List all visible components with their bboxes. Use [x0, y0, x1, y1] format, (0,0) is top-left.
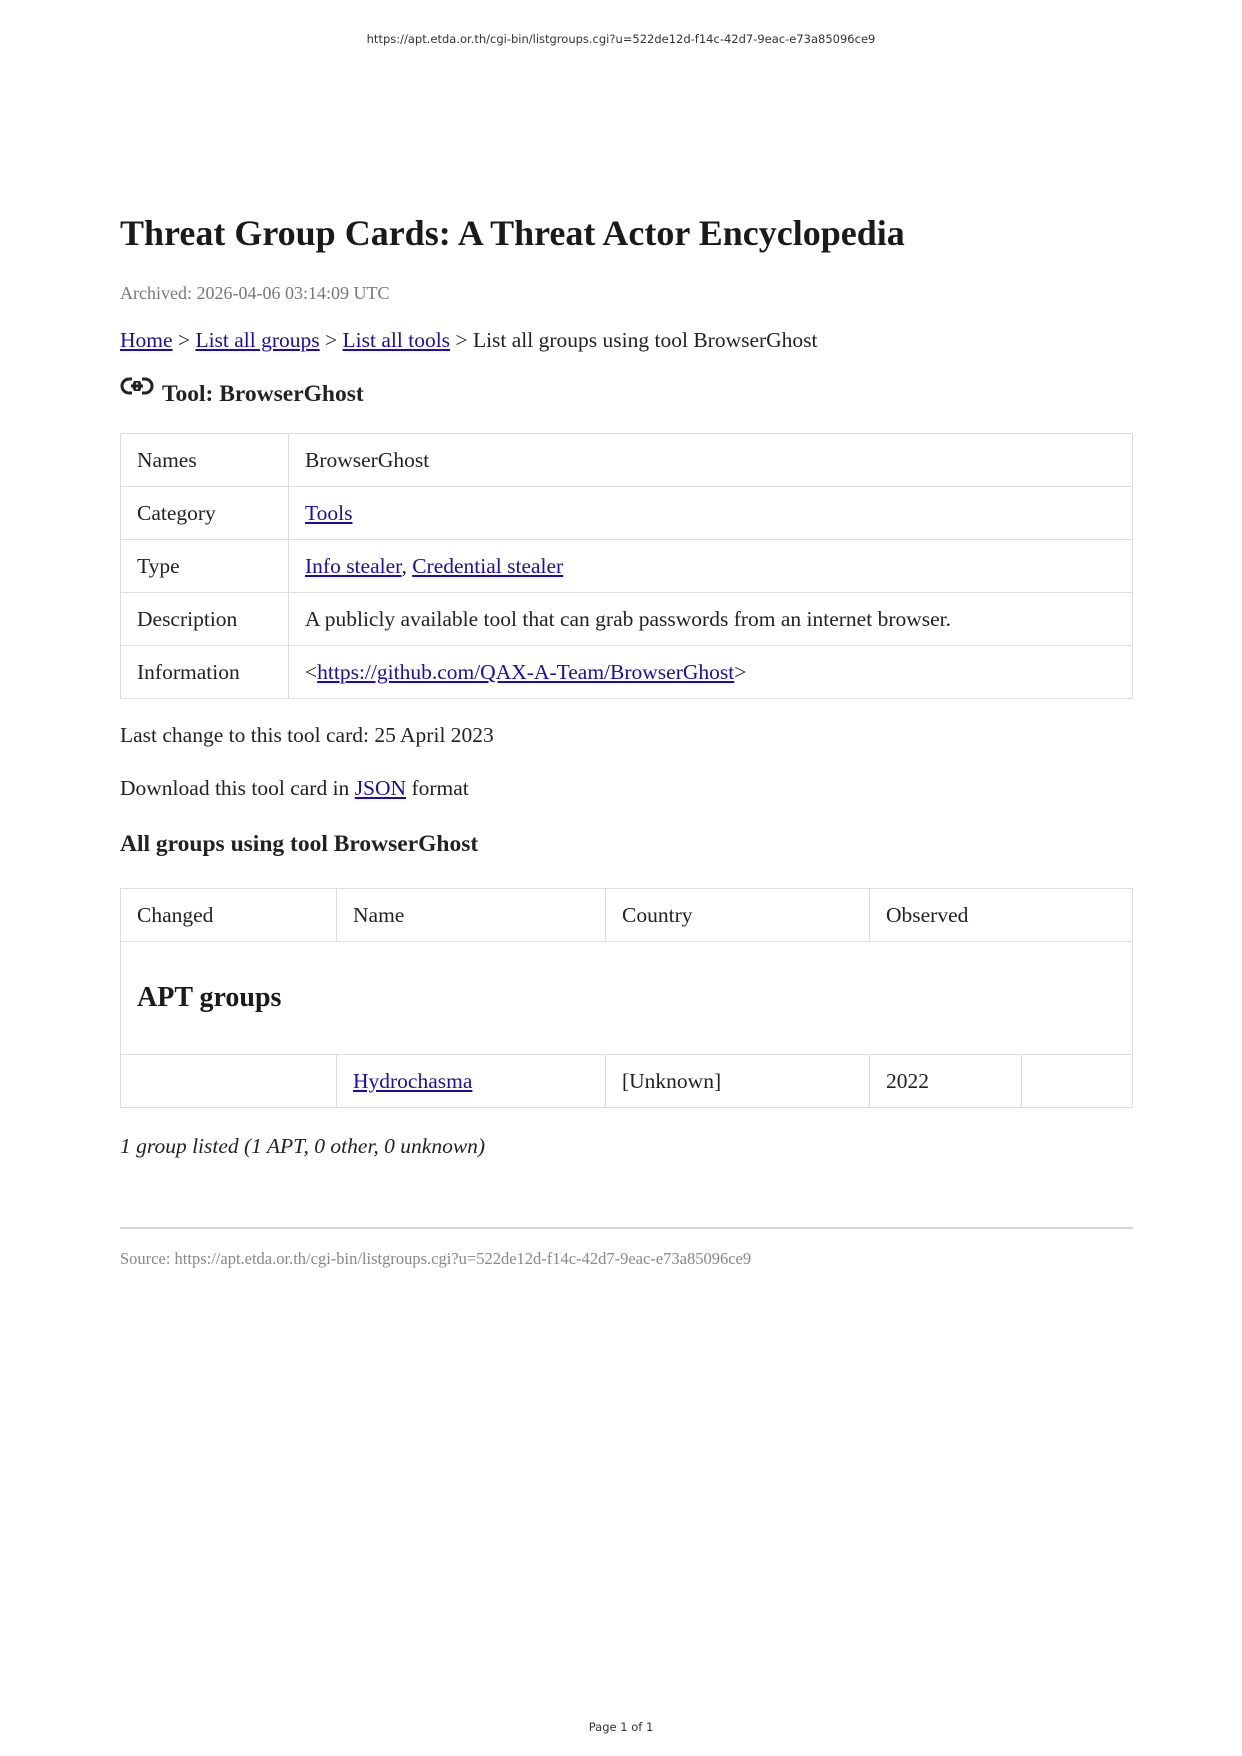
footer-divider: [120, 1227, 1133, 1229]
main-content: [120, 212, 1133, 1269]
breadcrumb-current: List all groups using tool BrowserGhost: [472, 328, 818, 353]
breadcrumb-separator: >: [319, 328, 343, 353]
group-changed-cell: [121, 1055, 337, 1108]
download-line: [120, 776, 1133, 801]
description-value: A publicly available tool that can grab passwords from an internet browser.: [289, 593, 1133, 646]
download-json-link[interactable]: JSON: [354, 776, 407, 801]
information-cell: [289, 646, 1133, 699]
tool-info-row-type: [121, 540, 1133, 593]
page-title: Threat Group Cards: A Threat Actor Encyclopedia: [120, 213, 905, 253]
last-change-text: Last change to this tool card: 25 April 2023: [120, 723, 494, 748]
category-tools-link[interactable]: Tools: [305, 500, 353, 525]
category-cell: [289, 487, 1133, 540]
breadcrumb-separator: >: [172, 328, 196, 353]
type-info-stealer-link[interactable]: Info stealer: [305, 553, 402, 578]
group-name-cell: [337, 1055, 606, 1108]
information-github-link[interactable]: https://github.com/QAX-A-Team/BrowserGhost: [317, 659, 735, 684]
type-cell: [289, 540, 1133, 593]
type-separator: ,: [401, 553, 413, 578]
group-observed-cell: 2022: [870, 1055, 1022, 1108]
link-icon: [120, 376, 154, 398]
groups-header-row: [121, 889, 1133, 942]
information-bracket-close: >: [734, 659, 747, 684]
download-suffix: format: [406, 776, 469, 801]
breadcrumb-list-groups-link[interactable]: List all groups: [195, 328, 320, 353]
tool-info-row-category: [121, 487, 1133, 540]
column-header-name: Name: [337, 889, 606, 942]
tool-info-table: [120, 433, 1133, 699]
groups-section-row: [121, 942, 1133, 1055]
names-value: BrowserGhost: [289, 434, 1133, 487]
source-url: Source: https://apt.etda.or.th/cgi-bin/listgroups.cgi?u=522de12d-f14c-42d7-9eac-e73a85096ce9: [120, 1249, 752, 1269]
breadcrumb-home-link[interactable]: Home: [120, 328, 173, 353]
type-label: Type: [121, 540, 289, 593]
group-country-cell: [Unknown]: [606, 1055, 870, 1108]
apt-groups-section-label: APT groups: [121, 942, 1133, 1055]
information-label: Information: [121, 646, 289, 699]
tool-info-row-description: [121, 593, 1133, 646]
tool-info-row-names: [121, 434, 1133, 487]
column-header-changed: Changed: [121, 889, 337, 942]
breadcrumb-list-tools-link[interactable]: List all tools: [342, 328, 451, 353]
tool-heading: [120, 381, 1133, 408]
print-header-url: https://apt.etda.or.th/cgi-bin/listgroups.cgi?u=522de12d-f14c-42d7-9eac-e73a85096ce9: [366, 32, 876, 46]
category-label: Category: [121, 487, 289, 540]
type-credential-stealer-link[interactable]: Credential stealer: [412, 553, 564, 578]
groups-table: [120, 888, 1133, 1108]
groups-heading: All groups using tool BrowserGhost: [120, 831, 479, 858]
names-label: Names: [121, 434, 289, 487]
breadcrumb: [120, 328, 1133, 353]
download-prefix: Download this tool card in: [120, 776, 355, 801]
group-name-link[interactable]: Hydrochasma: [353, 1068, 473, 1093]
description-label: Description: [121, 593, 289, 646]
groups-summary: 1 group listed (1 APT, 0 other, 0 unknown): [120, 1134, 486, 1159]
column-header-country: Country: [606, 889, 870, 942]
archived-timestamp: Archived: 2026-04-06 03:14:09 UTC: [120, 283, 390, 304]
group-extra-cell: [1022, 1055, 1133, 1108]
breadcrumb-separator: >: [450, 328, 473, 353]
tool-info-row-information: [121, 646, 1133, 699]
table-row: [121, 1055, 1133, 1108]
information-bracket-open: <: [305, 659, 318, 684]
tool-heading-text: Tool: BrowserGhost: [162, 381, 364, 408]
column-header-observed: Observed: [870, 889, 1133, 942]
page-number: Page 1 of 1: [588, 1720, 654, 1734]
